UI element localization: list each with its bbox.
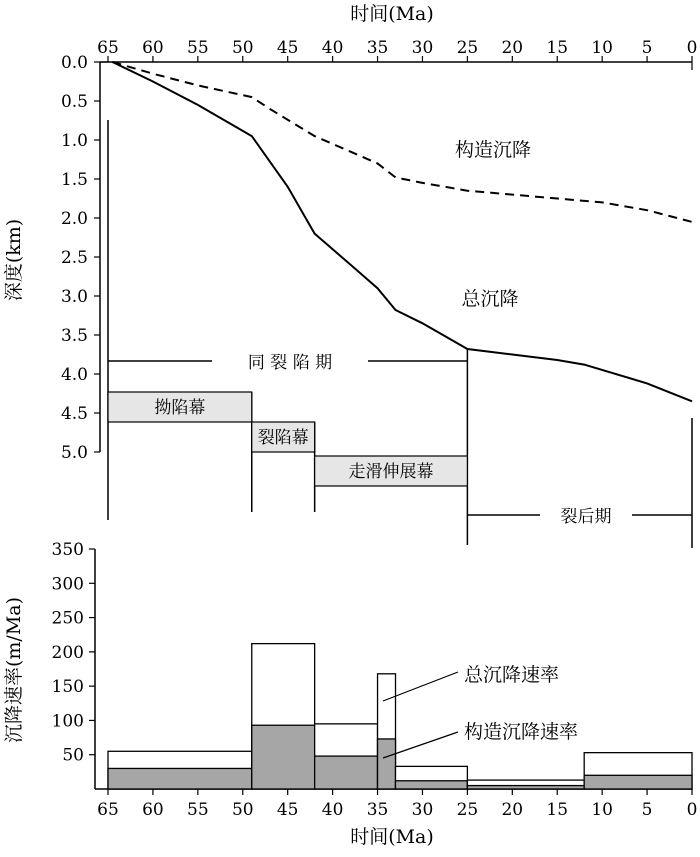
rate-x-tick-label: 30 (411, 800, 434, 820)
rate-bars (108, 644, 692, 789)
episode-label: 裂陷幕 (257, 428, 309, 448)
rate-y-tick-label: 100 (51, 711, 84, 732)
total-rate-label: 总沉降速率 (464, 664, 560, 686)
top-x-tick-label: 55 (187, 38, 209, 58)
top-x-tick-label: 60 (142, 38, 164, 58)
top-y-tick-label: 2.5 (60, 248, 88, 268)
rate-x-tick-label: 50 (231, 800, 254, 820)
bottom-x-axis-title: 时间(Ma) (350, 826, 434, 848)
top-y-tick-label: 1.0 (60, 131, 88, 151)
tectonic-rate-bar (252, 725, 315, 789)
rate-x-tick-label: 5 (641, 800, 653, 820)
tectonic-rate-bar (396, 781, 468, 789)
rate-y-axis (52, 540, 95, 766)
total-subsidence-line (113, 62, 693, 401)
top-x-tick-label: 30 (411, 38, 434, 58)
top-x-tick-label: 0 (686, 38, 698, 58)
top-y-tick-label: 3.0 (60, 287, 88, 307)
post-rift-label: 裂后期 (560, 507, 612, 527)
top-x-axis (97, 38, 697, 62)
tectonic-rate-bar (108, 768, 252, 789)
rate-y-tick-label: 250 (51, 608, 84, 629)
rate-y-tick-label: 50 (62, 745, 84, 766)
top-y-tick-label: 3.5 (60, 326, 88, 346)
tectonic-rate-bar (584, 775, 692, 789)
top-y-tick-label: 0.0 (60, 53, 88, 73)
rate-y-tick-label: 300 (51, 574, 84, 595)
episode-label: 拗陷幕 (154, 398, 206, 418)
top-x-tick-label: 35 (366, 38, 389, 58)
rate-x-tick-label: 10 (591, 800, 613, 820)
top-y-tick-label: 4.0 (60, 365, 88, 385)
rate-x-tick-label: 0 (686, 800, 698, 820)
top-x-tick-label: 25 (456, 38, 479, 58)
rate-x-tick-label: 20 (501, 800, 524, 820)
bottom-x-axis (97, 789, 697, 820)
rate-y-tick-label: 150 (51, 677, 84, 698)
top-x-tick-label: 45 (276, 38, 299, 58)
depth-curves (113, 62, 693, 401)
rate-x-tick-label: 55 (187, 800, 209, 820)
rift-phases (108, 120, 692, 548)
tectonic-subsidence-line (113, 62, 693, 222)
top-y-tick-label: 1.5 (60, 170, 88, 190)
top-x-tick-label: 20 (501, 38, 524, 58)
top-y-tick-label: 5.0 (60, 443, 88, 463)
tectonic-rate-label: 构造沉降速率 (464, 721, 579, 743)
episode-label: 走滑伸展幕 (348, 462, 434, 482)
rate-x-tick-label: 65 (97, 800, 119, 820)
top-y-tick-label: 4.5 (60, 404, 88, 424)
top-y-tick-label: 0.5 (60, 92, 88, 112)
rate-x-tick-label: 45 (276, 800, 299, 820)
rate-x-tick-label: 35 (366, 800, 389, 820)
top-x-tick-label: 50 (231, 38, 254, 58)
tectonic-rate-bar (315, 756, 378, 789)
top-x-tick-label: 10 (591, 38, 613, 58)
tectonic-rate-bar (378, 739, 396, 789)
rate-x-tick-label: 40 (321, 800, 344, 820)
top-x-tick-label: 15 (546, 38, 569, 58)
top-x-tick-label: 5 (641, 38, 653, 58)
top-x-tick-label: 40 (321, 38, 344, 58)
rate-y-tick-label: 350 (51, 540, 84, 560)
top-y-tick-label: 2.0 (60, 209, 88, 229)
tectonic-subsidence-label: 构造沉降 (454, 139, 532, 161)
rate-x-tick-label: 15 (546, 800, 569, 820)
rate-y-tick-label: 200 (51, 642, 84, 663)
top-x-tick-label: 65 (97, 38, 119, 58)
syn-rift-label: 同 裂 陷 期 (247, 353, 333, 373)
top-y-axis-title: 深度(km) (3, 218, 25, 302)
tectonic-rate-bar (467, 786, 584, 789)
rate-x-tick-label: 25 (456, 800, 479, 820)
rate-y-axis-title: 沉降速率(m/Ma) (3, 596, 25, 744)
total-subsidence-label: 总沉降 (461, 288, 519, 310)
top-x-axis-title: 时间(Ma) (350, 3, 434, 25)
rate-x-tick-label: 60 (142, 800, 164, 820)
